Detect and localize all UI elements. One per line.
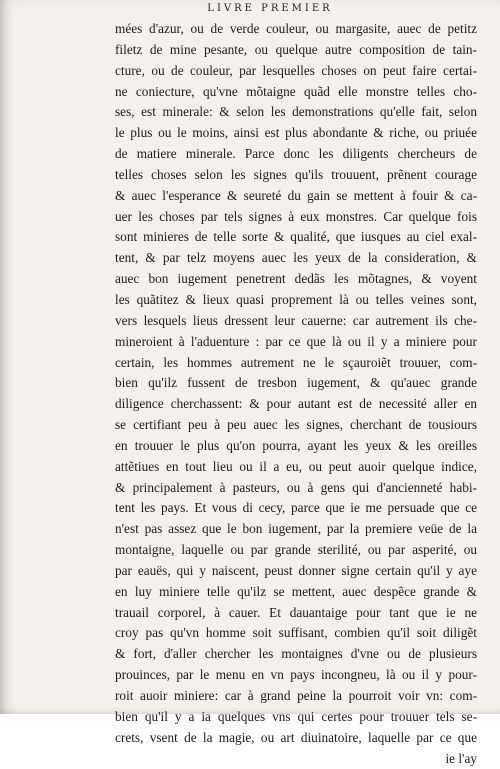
text-line: diligence cherchassent: & pour autant est de necessité aller en — [115, 396, 477, 412]
text-line: vers lesquels lieus dressent leur cauerne: car autrement ils che- — [115, 312, 477, 328]
text-line: attẽtiues en tout lieu ou il a eu, ou peut auoir quelque indice, — [115, 458, 477, 474]
text-line: ses, est minerale: & selon les demonstrations qu'elle fait, selon — [115, 104, 477, 120]
text-line: bien qu'il y a ia quelques vns qui certes pour trouuer tels se- — [115, 708, 477, 724]
text-line: en luy miniere telle qu'ilz se mettent, auec despẽce grande & — [115, 583, 477, 599]
text-line: ne coniecture, qu'vne mõtaigne quãd elle monstre telles cho- — [115, 83, 477, 99]
text-line: croy pas qu'vn homme soit suffisant, combien qu'il soit diligẽt — [115, 625, 477, 641]
text-line: filetz de mine pesante, ou quelque autre composition de tain- — [115, 41, 477, 57]
text-line: se certifiant peu à peu auec les signes, cherchant de tousiours — [115, 417, 477, 433]
text-line: sont minieres de telle sorte & qualité, que iusques au ciel exal- — [115, 229, 477, 245]
text-line: roit auoir miniere: car à grand peine la pourroit voir vn: com- — [115, 688, 477, 703]
text-line: en trouuer le plus qu'on pourra, ayant les yeux & les oreilles — [115, 437, 477, 453]
running-head: LIVRE PREMIER — [207, 3, 333, 14]
text-line: & auec l'esperance & seureté du gain se mettent à fouir & ca- — [115, 187, 477, 203]
text-line: tent les pays. Et vous di cecy, parce que ie me persuade que ce — [115, 500, 477, 516]
text-line: uer les choses par tels signes à eux monstres. Car quelque fois — [115, 208, 477, 224]
text-line: tent, & par telz moyens auec les yeux de la consideration, & — [115, 250, 477, 266]
text-line: & fort, d'aller chercher les montaignes d'vne ou de plusieurs — [115, 646, 477, 662]
text-line: les quãtitez & lieux quasi proprement là ou telles veines sont, — [115, 291, 477, 307]
text-line: bien qu'ilz fussent de tresbon iugement, & qu'auec grande — [115, 375, 477, 391]
text-line: mées d'azur, ou de verde couleur, ou margasite, auec de petitz — [115, 21, 477, 36]
text-line: ie l'ay — [445, 750, 477, 766]
text-line: de matiere minerale. Parce donc les diligents chercheurs de — [115, 146, 477, 162]
text-line: prouinces, par le menu en vn pays incongneu, là ou il y pour- — [115, 667, 477, 683]
text-line: telles choses selon les signes qu'ils trouuent, prẽnent courage — [115, 166, 477, 182]
text-line: cture, ou de couleur, par lesquelles choses on peut faire certai- — [115, 62, 477, 78]
text-line: le plus ou le moins, ainsi est plus abondante & riche, ou priuée — [115, 125, 477, 141]
text-line: par eauës, qui y naiscent, peust donner signe certain qu'il y aye — [115, 562, 477, 578]
body-text — [115, 19, 477, 769]
text-line: & principalement à pasteurs, ou à gens qui d'ancienneté habi- — [115, 479, 477, 495]
text-line: auec bon iugement penetrent dedãs les mõtagnes, & voyent — [115, 271, 477, 287]
text-line: montaigne, laquelle ou par grande sterilité, ou par asperité, ou — [115, 542, 477, 558]
text-line: mineroient à l'aduenture : par ce que là ou il y a miniere pour — [115, 333, 477, 349]
text-line: crets, vsent de la magie, ou art diuinatoire, laquelle par ce que — [115, 729, 477, 745]
text-line: certain, les hommes autrement ne le sçauroiẽt trouuer, com- — [115, 354, 477, 370]
text-line: n'est pas assez que le bon iugement, par la premiere veüe de la — [115, 521, 477, 537]
text-line: trauail corporel, à cauer. Et dauantaige pour tant que ie ne — [115, 604, 477, 620]
